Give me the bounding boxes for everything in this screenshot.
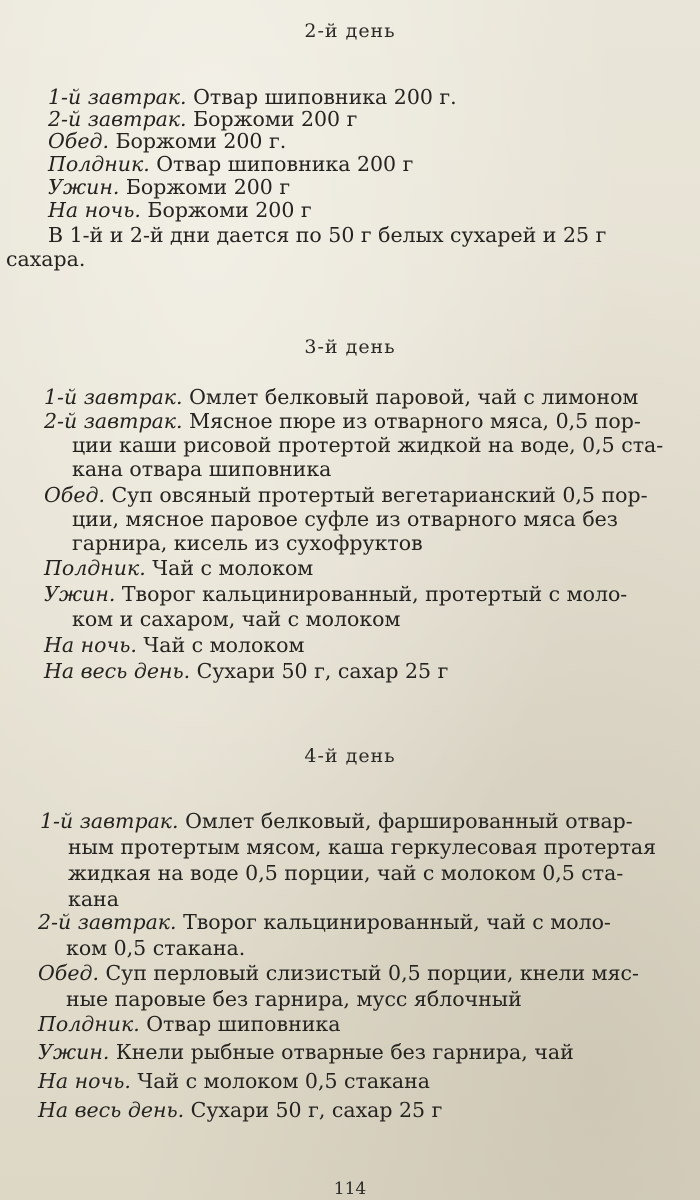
meal-label: На ночь. — [44, 633, 137, 657]
day-4-entry-dinner — [38, 1039, 574, 1065]
meal-label: Полдник. — [48, 152, 150, 176]
day-4-entry-breakfast-1-cont: ным протертым мясом, каша геркулесовая протертая — [68, 835, 657, 859]
page-number: 114 — [333, 1179, 367, 1199]
meal-text: Боржоми 200 г. — [108, 129, 287, 153]
meal-text: Чай с молоком — [145, 556, 314, 580]
meal-text: Кнели рыбные отварные без гарнира, чай — [109, 1040, 574, 1064]
meal-label: 2-й завтрак. — [48, 107, 187, 131]
day-4-entry-breakfast-1-cont: жидкая на воде 0,5 порции, чай с молоком 0,5 ста- — [68, 861, 624, 885]
day-4-entry-lunch-cont: ные паровые без гарнира, мусс яблочный — [66, 987, 522, 1011]
meal-text: Боржоми 200 г — [186, 107, 358, 131]
meal-label: Обед. — [48, 129, 109, 153]
day-3-entry-breakfast-2-cont: кана отвара шиповника — [72, 457, 332, 481]
day-2-title: 2-й день — [304, 20, 396, 42]
meal-text: Отвар шиповника 200 г. — [186, 85, 457, 109]
meal-label: На весь день. — [38, 1098, 185, 1122]
meal-label: 2-й завтрак. — [44, 409, 183, 433]
meal-label: 1-й завтрак. — [40, 809, 179, 833]
meal-text: Отвар шиповника — [139, 1012, 341, 1036]
day-4-entry-breakfast-1 — [40, 808, 633, 834]
meal-text: Сухари 50 г, сахар 25 г — [184, 1098, 443, 1122]
day-3-title: 3-й день — [304, 336, 396, 358]
meal-text: Чай с молоком 0,5 стакана — [130, 1069, 431, 1093]
meal-text: Отвар шиповника 200 г — [149, 152, 414, 176]
day-2-entry-night — [48, 197, 312, 223]
meal-label: 1-й завтрак. — [48, 85, 187, 109]
meal-text: Сухари 50 г, сахар 25 г — [190, 659, 449, 683]
meal-text: Боржоми 200 г — [140, 198, 312, 222]
meal-label: 1-й завтрак. — [44, 385, 183, 409]
meal-text: Творог кальцинированный, чай с моло- — [176, 910, 611, 934]
meal-text: Суп овсяный протертый вегетарианский 0,5 пор- — [104, 483, 648, 507]
meal-label: Обед. — [44, 483, 105, 507]
meal-text: Творог кальцинированный, протертый с моло- — [115, 582, 628, 606]
meal-text: Мясное пюре из отварного мяса, 0,5 пор- — [182, 409, 641, 433]
meal-label: На весь день. — [44, 659, 191, 683]
day-4-entry-lunch — [38, 960, 639, 986]
day-2-note-line-2: сахара. — [6, 247, 86, 271]
day-4-entry-all-day — [38, 1097, 442, 1123]
day-3-entry-lunch-cont: гарнира, кисель из сухофруктов — [72, 531, 423, 555]
meal-text: Боржоми 200 г — [119, 175, 291, 199]
day-3-entry-dinner-cont: ком и сахаром, чай с молоком — [72, 607, 401, 631]
meal-text: Омлет белковый паровой, чай с лимоном — [182, 385, 639, 409]
day-4-entry-breakfast-2 — [38, 909, 611, 935]
meal-label: Ужин. — [44, 582, 116, 606]
day-4-title: 4-й день — [304, 745, 396, 767]
meal-label: Ужин. — [38, 1040, 110, 1064]
day-3-entry-lunch-cont: ции, мясное паровое суфле из отварного мяса без — [72, 507, 618, 531]
day-4-entry-breakfast-1-cont: кана — [68, 887, 119, 911]
meal-text: Суп перловый слизистый 0,5 порции, кнели мяс- — [98, 961, 639, 985]
meal-label: На ночь. — [48, 198, 141, 222]
meal-label: На ночь. — [38, 1069, 131, 1093]
day-3-entry-breakfast-1 — [44, 384, 638, 410]
day-3-entry-night — [44, 632, 304, 658]
meal-text: Чай с молоком — [136, 633, 305, 657]
meal-label: Полдник. — [44, 556, 146, 580]
day-3-entry-breakfast-2-cont: ции каши рисовой протертой жидкой на воде, 0,5 ста- — [72, 433, 664, 457]
day-3-entry-breakfast-2 — [44, 408, 641, 434]
day-3-entry-dinner — [44, 581, 627, 607]
day-4-entry-breakfast-2-cont: ком 0,5 стакана. — [66, 936, 246, 960]
day-3-entry-snack — [44, 555, 313, 581]
day-4-entry-night — [38, 1068, 430, 1094]
meal-label: Ужин. — [48, 175, 120, 199]
day-4-entry-snack — [38, 1011, 340, 1037]
meal-label: 2-й завтрак. — [38, 910, 177, 934]
meal-label: Обед. — [38, 961, 99, 985]
meal-label: Полдник. — [38, 1012, 140, 1036]
day-2-note-line-1: В 1-й и 2-й дни дается по 50 г белых сухарей и 25 г — [48, 223, 607, 247]
day-3-entry-all-day — [44, 658, 448, 684]
meal-text: Омлет белковый, фаршированный отвар- — [178, 809, 633, 833]
day-3-entry-lunch — [44, 482, 648, 508]
